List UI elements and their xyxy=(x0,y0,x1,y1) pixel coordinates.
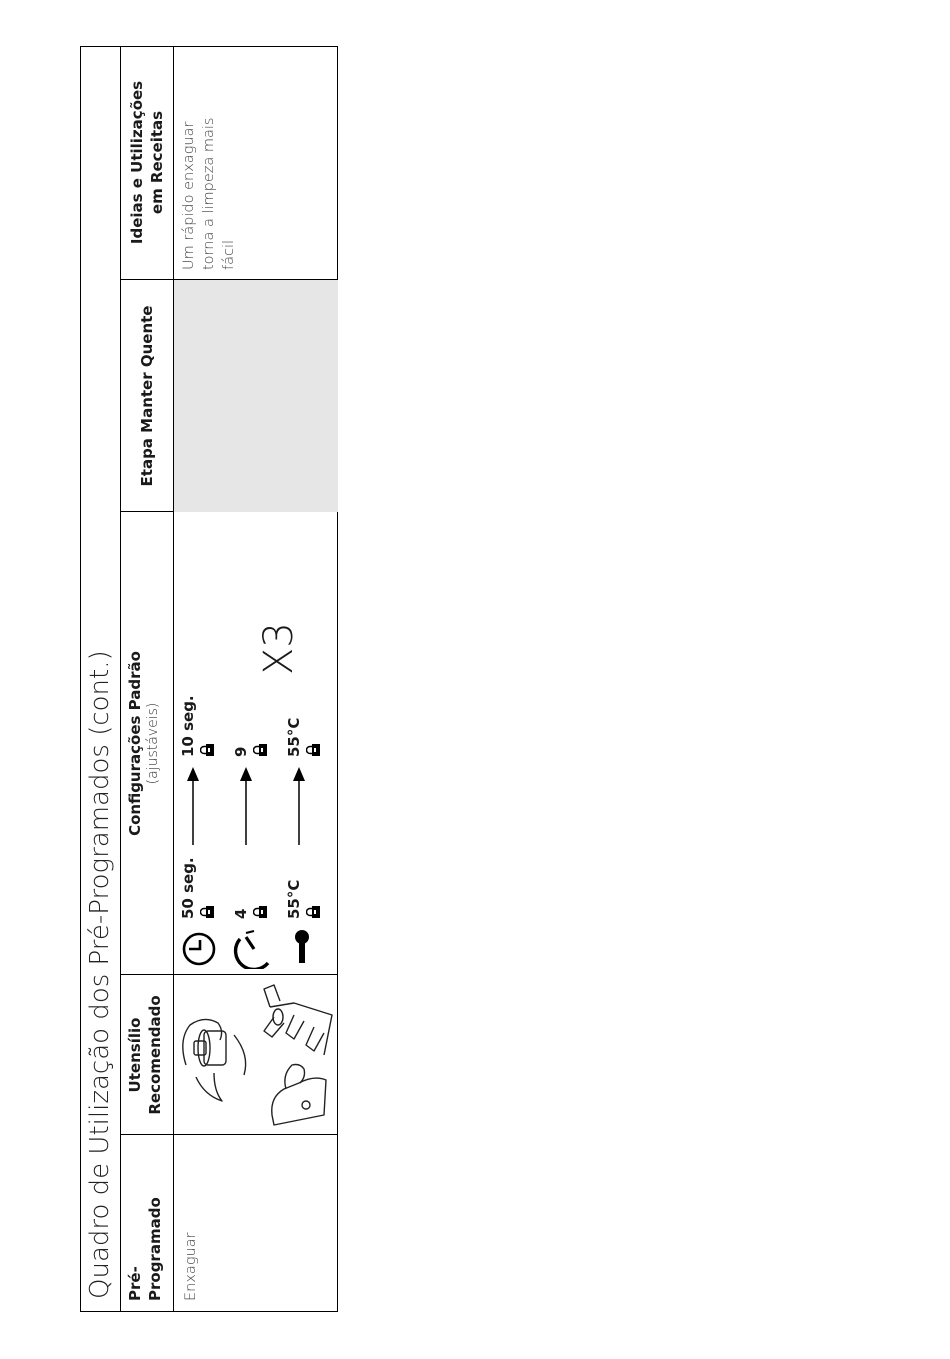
temp-setting-row xyxy=(285,512,325,975)
thermometer-icon xyxy=(289,929,319,963)
mixing-tool-icon xyxy=(264,985,332,1055)
lock-icon xyxy=(306,905,320,919)
arrow-right-icon xyxy=(291,765,307,845)
header-utensilio xyxy=(125,975,173,1135)
lock-icon xyxy=(253,905,267,919)
header-config xyxy=(125,512,173,975)
header-ideias-line1: Ideias e Utilizações xyxy=(128,80,146,245)
repeat-count: X3 xyxy=(256,622,302,675)
ideias-line: torna a limpeza mais xyxy=(201,117,217,270)
utensils-illustration-icon xyxy=(174,975,338,1135)
programa-cell: Enxaguar xyxy=(183,1232,199,1301)
page-title: Quadro de Utilização dos Pré-Programados (cont.) xyxy=(80,46,120,1312)
speed-start-value: 4 xyxy=(232,908,250,919)
lock-icon xyxy=(200,905,214,919)
header-programa-line2: Programado xyxy=(146,1197,164,1301)
spatula-icon xyxy=(272,1065,326,1126)
temp-start-value: 55°C xyxy=(285,879,303,919)
ideias-cell xyxy=(179,45,239,280)
utensilio-cell xyxy=(174,975,338,1135)
header-programa-line1: Pré- xyxy=(126,1266,144,1301)
lock-icon xyxy=(306,743,320,757)
header-ideias-line2: em Receitas xyxy=(148,110,166,215)
speed-end-value: 9 xyxy=(232,746,250,757)
rotated-table-container xyxy=(80,46,338,1312)
header-utensilio-line2: Recomendado xyxy=(146,995,164,1115)
arrow-right-icon xyxy=(185,765,201,845)
blade-icon xyxy=(183,1019,246,1101)
speed-setting-row xyxy=(232,512,272,975)
header-manter-quente: Etapa Manter Quente xyxy=(138,305,156,487)
preprogram-table xyxy=(120,46,338,1312)
temp-end-value: 55°C xyxy=(285,717,303,757)
header-config-sub: (ajustáveis) xyxy=(145,702,161,785)
ideias-line: Um rápido enxaguar xyxy=(181,121,197,270)
ideias-line: fácil xyxy=(221,239,237,270)
header-config-title: Configurações Padrão xyxy=(126,651,144,836)
time-start-value: 50 seg. xyxy=(179,857,197,919)
time-setting-row xyxy=(179,512,219,975)
clock-icon xyxy=(181,931,217,967)
time-end-value: 10 seg. xyxy=(179,695,197,757)
speed-gauge-icon xyxy=(232,929,272,969)
lock-icon xyxy=(253,743,267,757)
lock-icon xyxy=(200,743,214,757)
header-programa xyxy=(125,1135,173,1311)
manter-quente-cell xyxy=(174,280,338,512)
header-utensilio-line1: Utensílio xyxy=(126,1017,144,1093)
config-cell xyxy=(174,512,338,975)
header-ideias xyxy=(127,45,173,280)
arrow-right-icon xyxy=(238,765,254,845)
